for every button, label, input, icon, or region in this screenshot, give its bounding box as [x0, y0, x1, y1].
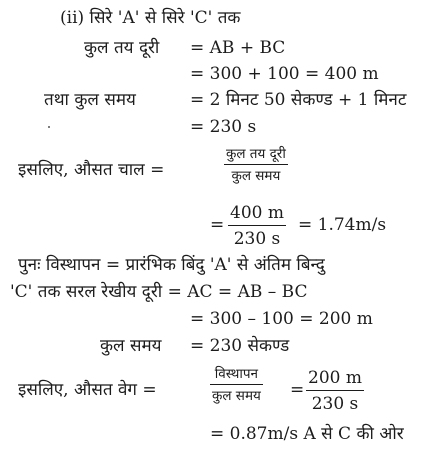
fraction-denominator: कुल समय [212, 388, 261, 404]
displacement-line2: 'C' तक सरल रेखीय दूरी = AC = AB – BC [10, 282, 308, 302]
total-time-again-label: कुल समय [100, 336, 162, 356]
speed-value-denominator: 230 s [233, 229, 281, 249]
speed-value-numerator: 400 m [230, 203, 284, 223]
average-speed-value-fraction [228, 203, 286, 249]
total-distance-label: कुल तय दूरी [84, 38, 160, 58]
velocity-value-denominator: 230 s [311, 394, 359, 414]
velocity-value-numerator: 200 m [308, 368, 362, 388]
total-time-again-value: = 230 सेकण्ड [190, 336, 290, 356]
average-speed-result: = 1.74m/s [298, 215, 387, 235]
displacement-line1: पुनः विस्थापन = प्रारंभिक बिंदु 'A' से अंतिम बिन्दु [18, 255, 325, 275]
average-velocity-eq: = [290, 380, 305, 400]
section-title: (ii) सिरे 'A' से सिरे 'C' तक [60, 8, 241, 28]
fraction-numerator: विस्थापन [214, 366, 259, 382]
total-time-line2: = 230 s [190, 117, 257, 137]
average-velocity-result: = 0.87m/s A से C की ओर [210, 424, 404, 444]
average-speed-formula-fraction [224, 146, 288, 184]
total-time-label: तथा कुल समय [44, 90, 136, 110]
average-speed-label: इसलिए, औसत चाल = [18, 160, 165, 180]
fraction-numerator: कुल तय दूरी [226, 146, 286, 162]
fraction-bar [306, 390, 364, 391]
fraction-bar [228, 225, 286, 226]
average-speed-eq: = [210, 215, 225, 235]
total-distance-line2: = 300 + 100 = 400 m [190, 64, 379, 84]
average-velocity-label: इसलिए, औसत वेग = [18, 380, 157, 400]
displacement-line3: = 300 – 100 = 200 m [190, 309, 373, 329]
total-distance-line1: = AB + BC [190, 38, 286, 58]
fraction-bar [224, 164, 288, 165]
total-time-line1: = 2 मिनट 50 सेकण्ड + 1 मिनट [190, 90, 407, 110]
fraction-denominator: कुल समय [231, 168, 281, 184]
average-velocity-formula-fraction [210, 366, 263, 404]
margin-dot [48, 126, 50, 128]
fraction-bar [210, 384, 263, 385]
average-velocity-value-fraction [306, 368, 364, 414]
